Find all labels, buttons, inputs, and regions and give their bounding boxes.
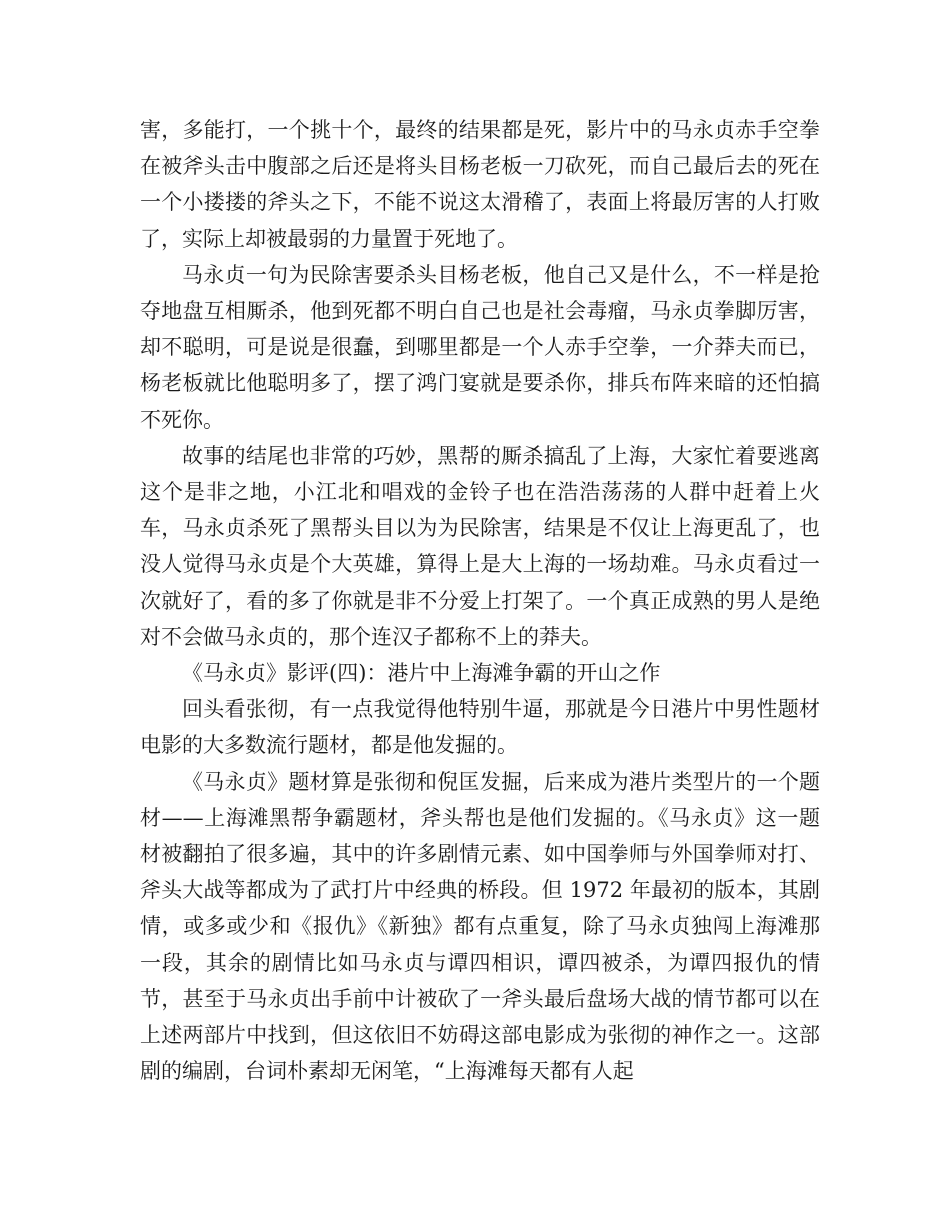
body-paragraph: 马永贞一句为民除害要杀头目杨老板，他自己又是什么，不一样是抢夺地盘互相厮杀，他到死都不明白自己也是社会毒瘤，马永贞拳脚厉害，却不聪明，可是说是很蠢，到哪里都是一个人赤手空拳，一介莽夫而已，杨老板就比他聪明多了，摆了鸿门宴就是要杀你，排兵布阵来暗的还怕搞不死你。 <box>140 262 820 432</box>
document-page <box>140 112 820 1089</box>
body-paragraph: 故事的结尾也非常的巧妙，黑帮的厮杀搞乱了上海，大家忙着要逃离这个是非之地，小江北和唱戏的金铃子也在浩浩荡荡的人群中赶着上火车，马永贞杀死了黑帮头目以为为民除害，结果是不仅让上海更乱了，也没人觉得马永贞是个大英雄，算得上是大上海的一场劫难。马永贞看过一次就好了，看的多了你就是非不分爱上打架了。一个真正成熟的男人是绝对不会做马永贞的，那个连汉子都称不上的莽夫。 <box>140 443 820 649</box>
section-heading: 《马永贞》影评(四)：港片中上海滩争霸的开山之作 <box>182 661 661 686</box>
body-paragraph: 害，多能打，一个挑十个，最终的结果都是死，影片中的马永贞赤手空拳在被斧头击中腹部之后还是将头目杨老板一刀砍死，而自己最后去的死在一个小搂搂的斧头之下，不能不说这太滑稽了，表面上将最厉害的人打败了，实际上却被最弱的力量置于死地了。 <box>140 118 820 251</box>
body-paragraph: 《马永贞》题材算是张彻和倪匡发掘，后来成为港片类型片的一个题材——上海滩黑帮争霸题材，斧头帮也是他们发掘的。《马永贞》这一题材被翻拍了很多遍，其中的许多剧情元素、如中国拳师与外国拳师对打、斧头大战等都成为了武打片中经典的桥段。但 1972 年最初的版本，其剧情，或多或少和《报仇》《新独》都有点重复，除了马永贞独闯上海滩那一段，其余的剧情比如马永贞与谭四相识，谭四被杀，为谭四报仇的情节，甚至于马永贞出手前中计被砍了一斧头最后盘场大战的情节都可以在上述两部片中找到，但这依旧不妨碍这部电影成为张彻的神作之一。这部剧的编剧，台词朴素却无闲笔，“上海滩每天都有人起 <box>140 769 820 1084</box>
body-paragraph: 回头看张彻，有一点我觉得他特别牛逼，那就是今日港片中男性题材电影的大多数流行题材，都是他发掘的。 <box>140 697 820 758</box>
